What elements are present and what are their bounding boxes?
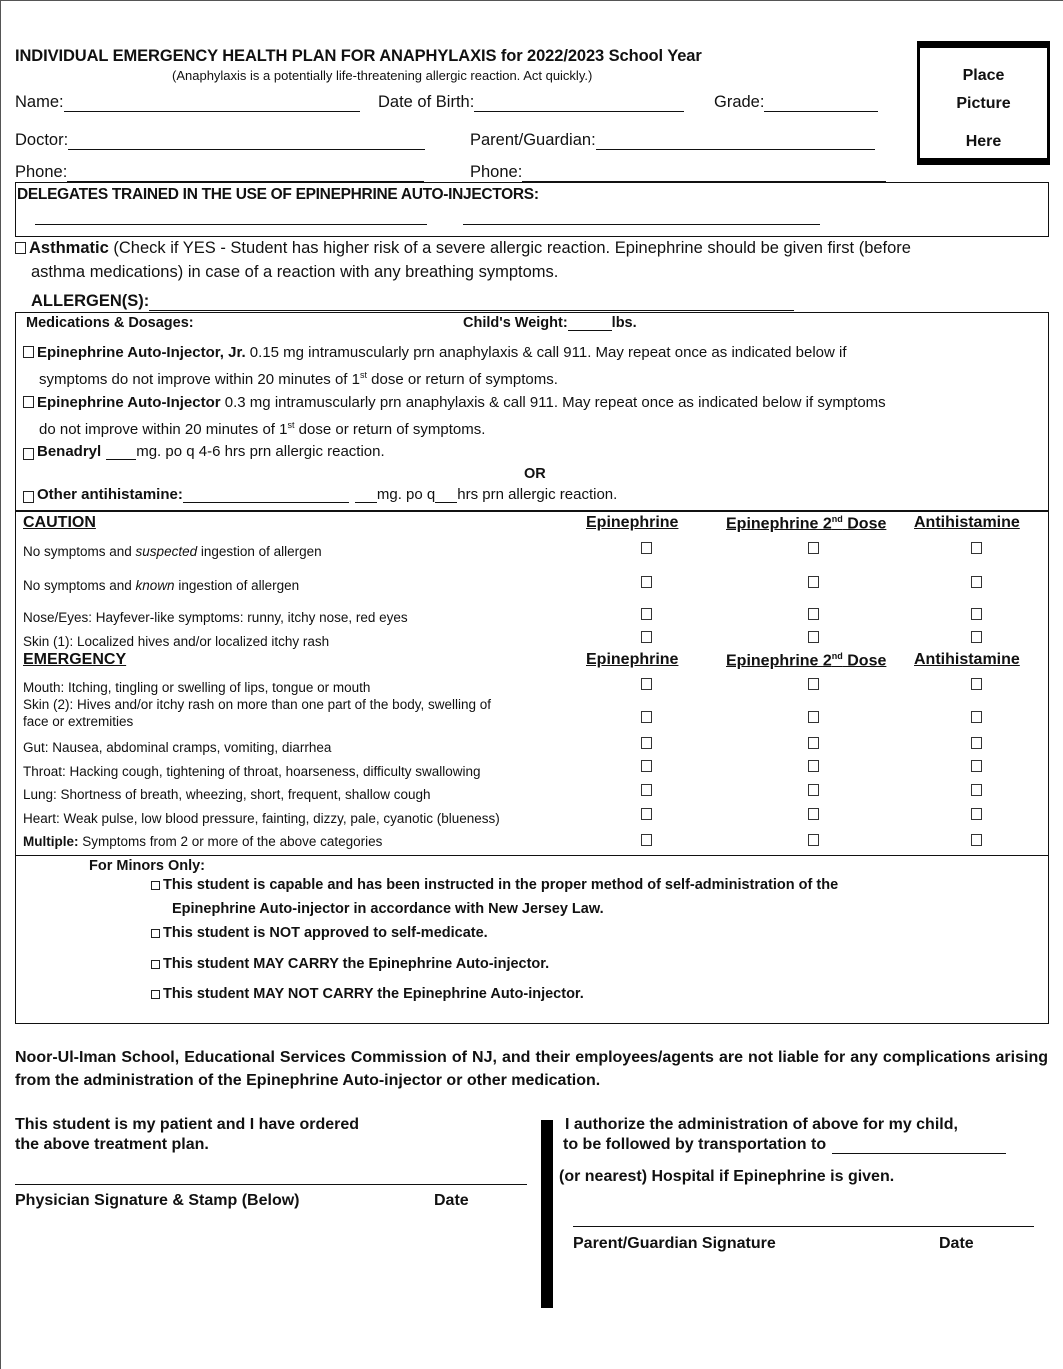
med-epi-jr-text-2: [39, 370, 558, 388]
form-title: INDIVIDUAL EMERGENCY HEALTH PLAN FOR ANAPHYLAXIS for 2022/2023 School Year: [15, 47, 702, 65]
parent-signature-label: Parent/Guardian Signature: [573, 1235, 776, 1252]
med-other-checkbox[interactable]: [23, 491, 34, 503]
caution-2-epinephrine-checkbox[interactable]: [641, 576, 652, 588]
allergens-field[interactable]: [31, 292, 794, 311]
emergency-multiple-antihistamine-checkbox[interactable]: [971, 834, 982, 846]
med-epi-jr-text: 0.15 mg intramuscularly prn anaphylaxis & call 911. May repeat once as indicated below if: [245, 344, 847, 361]
emergency-heart-epinephrine-checkbox[interactable]: [641, 808, 652, 820]
emergency-skin-epinephrine-2nd-checkbox[interactable]: [808, 711, 819, 723]
minor-may-carry-checkbox[interactable]: [151, 960, 160, 969]
caution-4-epinephrine-checkbox[interactable]: [641, 631, 652, 643]
col-epi2-post: Dose: [842, 515, 887, 533]
caution-3-epinephrine-checkbox[interactable]: [641, 608, 652, 620]
med-epi-jr-name: Epinephrine Auto-Injector, Jr.: [37, 344, 246, 361]
minor-self-admin-text-2: Epinephrine Auto-injector in accordance with New Jersey Law.: [172, 901, 604, 917]
med-other-row[interactable]: [23, 486, 617, 503]
caution-row-1-em: suspected: [135, 544, 198, 559]
caution-2-antihistamine-checkbox[interactable]: [971, 576, 982, 588]
grade-field[interactable]: [714, 93, 878, 112]
med-epi-text-2a: do not improve within 20 minutes of 1: [39, 421, 288, 438]
caution-2-epinephrine-2nd-checkbox[interactable]: [808, 576, 819, 588]
asthmatic-checkbox[interactable]: [15, 242, 26, 254]
parent-statement-2-text: to be followed by transportation to: [563, 1136, 827, 1153]
allergens-input-line[interactable]: [149, 296, 794, 311]
emergency-row-gut-label: Gut: Nausea, abdominal cramps, vomiting, diarrhea: [23, 740, 332, 755]
med-benadryl-name: Benadryl: [37, 443, 102, 460]
photo-line-2: Picture: [956, 95, 1011, 112]
name-label: Name:: [15, 93, 64, 111]
doctor-phone-field[interactable]: [15, 163, 424, 182]
caution-row-2-pre: No symptoms and: [23, 578, 136, 593]
asthmatic-text-2: asthma medications) in case of a reaction with any breathing symptoms.: [31, 263, 559, 281]
minor-option-not-approved[interactable]: [151, 925, 488, 941]
benadryl-dose-line[interactable]: [106, 448, 136, 460]
dob-field[interactable]: [378, 93, 684, 112]
emergency-row-lung-label: Lung: Shortness of breath, wheezing, short, frequent, shallow cough: [23, 787, 431, 802]
med-other-text-end: hrs prn allergic reaction.: [457, 486, 618, 503]
parent-signature-line[interactable]: [573, 1212, 1034, 1227]
minor-not-approved-checkbox[interactable]: [151, 929, 160, 938]
med-epi-text: 0.3 mg intramuscularly prn anaphylaxis & call 911. May repeat once as indicated below if symptoms: [220, 394, 886, 411]
physician-date-label: Date: [434, 1192, 469, 1209]
med-other-text-mid: mg. po q: [376, 486, 436, 503]
minor-may-not-carry-checkbox[interactable]: [151, 990, 160, 999]
emergency-heart-epinephrine-2nd-checkbox[interactable]: [808, 808, 819, 820]
section-divider: [541, 1120, 553, 1308]
emergency-lung-epinephrine-checkbox[interactable]: [641, 784, 652, 796]
medications-header: Medications & Dosages:: [26, 315, 194, 331]
grade-input-line[interactable]: [764, 97, 878, 112]
allergens-label: ALLERGEN(S):: [31, 292, 150, 310]
parent-field[interactable]: [470, 131, 875, 150]
parent-phone-field[interactable]: [470, 163, 886, 182]
med-epi-jr-text-2b: dose or return of symptoms.: [367, 371, 558, 388]
emergency-mouth-epinephrine-checkbox[interactable]: [641, 678, 652, 690]
parent-date-label: Date: [939, 1235, 974, 1252]
emergency-multiple-epinephrine-checkbox[interactable]: [641, 834, 652, 846]
emergency-skin-antihistamine-checkbox[interactable]: [971, 711, 982, 723]
parent-input-line[interactable]: [596, 135, 875, 150]
emergency-gut-antihistamine-checkbox[interactable]: [971, 737, 982, 749]
minor-self-admin-checkbox[interactable]: [151, 881, 160, 890]
caution-row-1-post: ingestion of allergen: [197, 544, 322, 559]
caution-3-antihistamine-checkbox[interactable]: [971, 608, 982, 620]
other-dose-line[interactable]: [355, 491, 377, 503]
doctor-field[interactable]: [15, 131, 425, 150]
emergency-throat-epinephrine-checkbox[interactable]: [641, 760, 652, 772]
caution-row-3-label: Nose/Eyes: Hayfever-like symptoms: runny, itchy nose, red eyes: [23, 610, 408, 625]
emergency-gut-epinephrine-2nd-checkbox[interactable]: [808, 737, 819, 749]
caution-row-2-em: known: [135, 578, 175, 593]
form-subtitle: (Anaphylaxis is a potentially life-threatening allergic reaction. Act quickly.): [172, 68, 593, 83]
col-antihistamine-header: Antihistamine: [914, 514, 1020, 531]
doctor-input-line[interactable]: [68, 135, 425, 150]
delegates-box: [15, 182, 1049, 237]
asthmatic-label: Asthmatic: [29, 239, 109, 257]
med-epi-jr-text-2a: symptoms do not improve within 20 minutes of 1: [39, 371, 360, 388]
col-epinephrine-header-2: Epinephrine: [586, 651, 679, 668]
physician-statement-2: the above treatment plan.: [15, 1136, 209, 1153]
asthmatic-text-1: (Check if YES - Student has higher risk of a severe allergic reaction. Epinephrine should be given first (before: [108, 239, 911, 257]
doctor-phone-label: Phone:: [15, 163, 68, 181]
other-antihistamine-name-line[interactable]: [183, 491, 349, 503]
multiple-bold: Multiple:: [23, 834, 79, 849]
caution-3-epinephrine-2nd-checkbox[interactable]: [808, 608, 819, 620]
weight-input-line[interactable]: [568, 318, 612, 331]
emergency-header: EMERGENCY: [23, 651, 127, 668]
delegate-2-input-line[interactable]: [463, 210, 820, 225]
photo-line-1: Place: [962, 67, 1005, 84]
emergency-row-skin-label-2: face or extremities: [23, 714, 134, 729]
doctor-phone-input-line[interactable]: [67, 167, 424, 182]
parent-statement-1: I authorize the administration of above for my child,: [565, 1116, 958, 1133]
photo-placeholder-box: [917, 41, 1050, 165]
parent-label: Parent/Guardian:: [470, 131, 596, 149]
photo-line-3: Here: [965, 133, 1002, 150]
doctor-label: Doctor:: [15, 131, 69, 149]
grade-label: Grade:: [714, 93, 765, 111]
weight-label: Child's Weight:: [463, 315, 568, 331]
emergency-row-heart-label: Heart: Weak pulse, low blood pressure, fainting, dizzy, pale, cyanotic (blueness): [23, 811, 500, 826]
parent-phone-label: Phone:: [470, 163, 523, 181]
minor-option-self-admin[interactable]: [151, 877, 838, 893]
minor-option-may-not-carry[interactable]: [151, 986, 584, 1002]
caution-row-4-label: Skin (1): Localized hives and/or localized itchy rash: [23, 634, 330, 649]
col-epi2-sup: nd: [831, 651, 843, 661]
dob-input-line[interactable]: [474, 97, 684, 112]
hospital-input-line[interactable]: [832, 1139, 1006, 1154]
ordinal-sup: st: [287, 420, 295, 430]
caution-row-1-pre: No symptoms and: [23, 544, 136, 559]
med-benadryl-checkbox[interactable]: [23, 448, 34, 460]
caution-4-epinephrine-2nd-checkbox[interactable]: [808, 631, 819, 643]
col-epi2-pre: Epinephrine 2: [726, 515, 832, 533]
emergency-multiple-epinephrine-2nd-checkbox[interactable]: [808, 834, 819, 846]
emergency-throat-epinephrine-2nd-checkbox[interactable]: [808, 760, 819, 772]
emergency-skin-epinephrine-checkbox[interactable]: [641, 711, 652, 723]
col-antihistamine-header-2: Antihistamine: [914, 651, 1020, 668]
col-epinephrine-header: Epinephrine: [586, 514, 679, 531]
med-other-name: Other antihistamine:: [37, 486, 183, 503]
med-epi-text-2b: dose or return of symptoms.: [294, 421, 486, 438]
multiple-text: Symptoms from 2 or more of the above categories: [78, 834, 383, 849]
minor-may-carry-text: This student MAY CARRY the Epinephrine Auto-injector.: [163, 956, 550, 972]
emergency-row-skin-label: Skin (2): Hives and/or itchy rash on more than one part of the body, swelling of: [23, 697, 491, 712]
asthmatic-row[interactable]: [15, 239, 911, 258]
caution-1-epinephrine-checkbox[interactable]: [641, 542, 652, 554]
physician-signature-line[interactable]: [15, 1170, 527, 1185]
physician-signature-label: Physician Signature & Stamp (Below): [15, 1192, 300, 1209]
emergency-mouth-antihistamine-checkbox[interactable]: [971, 678, 982, 690]
caution-row-2-label: [23, 578, 299, 593]
col-epinephrine-2nd-header-2: [726, 651, 886, 670]
col-epi2-pre: Epinephrine 2: [726, 652, 832, 670]
parent-statement-3: (or nearest) Hospital if Epinephrine is given.: [559, 1168, 895, 1185]
med-benadryl-text: mg. po q 4-6 hrs prn allergic reaction.: [136, 443, 385, 460]
emergency-row-throat-label: Throat: Hacking cough, tightening of throat, hoarseness, difficulty swallowing: [23, 764, 481, 779]
col-epi2-post: Dose: [842, 652, 887, 670]
emergency-lung-epinephrine-2nd-checkbox[interactable]: [808, 784, 819, 796]
caution-1-epinephrine-2nd-checkbox[interactable]: [808, 542, 819, 554]
liability-disclaimer: Noor-Ul-Iman School, Educational Services Commission of NJ, and their employees/agents are not liable for any complications arising from the administration of the Epinephrine Auto-injector or other medication.: [15, 1049, 1048, 1089]
minor-not-approved-text: This student is NOT approved to self-medicate.: [163, 925, 488, 941]
med-epi-jr-row[interactable]: [23, 344, 847, 361]
name-input-line[interactable]: [64, 97, 360, 112]
minor-self-admin-text: This student is capable and has been instructed in the proper method of self-administration of the: [163, 877, 839, 893]
med-epi-name: Epinephrine Auto-Injector: [37, 394, 221, 411]
other-frequency-line[interactable]: [435, 491, 457, 503]
or-label: OR: [524, 466, 546, 482]
ordinal-sup: st: [359, 370, 367, 380]
emergency-heart-antihistamine-checkbox[interactable]: [971, 808, 982, 820]
parent-phone-input-line[interactable]: [522, 167, 886, 182]
minors-title: For Minors Only:: [89, 858, 205, 874]
med-benadryl-row[interactable]: [23, 443, 385, 460]
col-epi2-sup: nd: [831, 514, 843, 524]
parent-statement-2: [563, 1136, 1006, 1154]
dob-label: Date of Birth:: [378, 93, 475, 111]
emergency-row-multiple-label: [23, 834, 382, 849]
med-epi-row[interactable]: [23, 394, 886, 411]
minor-may-not-carry-text: This student MAY NOT CARRY the Epinephrine Auto-injector.: [163, 986, 584, 1002]
weight-field[interactable]: [463, 315, 637, 331]
caution-row-2-post: ingestion of allergen: [174, 578, 300, 593]
emergency-row-mouth-label: Mouth: Itching, tingling or swelling of lips, tongue or mouth: [23, 680, 371, 695]
caution-4-antihistamine-checkbox[interactable]: [971, 631, 982, 643]
caution-header: CAUTION: [23, 514, 96, 531]
weight-unit: lbs.: [611, 315, 637, 331]
name-field[interactable]: [15, 93, 360, 112]
med-epi-text-2: [39, 420, 485, 438]
caution-row-1-label: [23, 544, 322, 559]
emergency-mouth-epinephrine-2nd-checkbox[interactable]: [808, 678, 819, 690]
emergency-gut-epinephrine-checkbox[interactable]: [641, 737, 652, 749]
delegate-1-input-line[interactable]: [35, 210, 427, 225]
caution-1-antihistamine-checkbox[interactable]: [971, 542, 982, 554]
med-epi-jr-checkbox[interactable]: [23, 346, 34, 358]
minor-option-may-carry[interactable]: [151, 956, 549, 972]
physician-statement-1: This student is my patient and I have ordered: [15, 1116, 360, 1133]
emergency-throat-antihistamine-checkbox[interactable]: [971, 760, 982, 772]
col-epinephrine-2nd-header: [726, 514, 886, 533]
delegates-label: DELEGATES TRAINED IN THE USE OF EPINEPHRINE AUTO-INJECTORS:: [17, 186, 539, 203]
emergency-lung-antihistamine-checkbox[interactable]: [971, 784, 982, 796]
med-epi-checkbox[interactable]: [23, 396, 34, 408]
